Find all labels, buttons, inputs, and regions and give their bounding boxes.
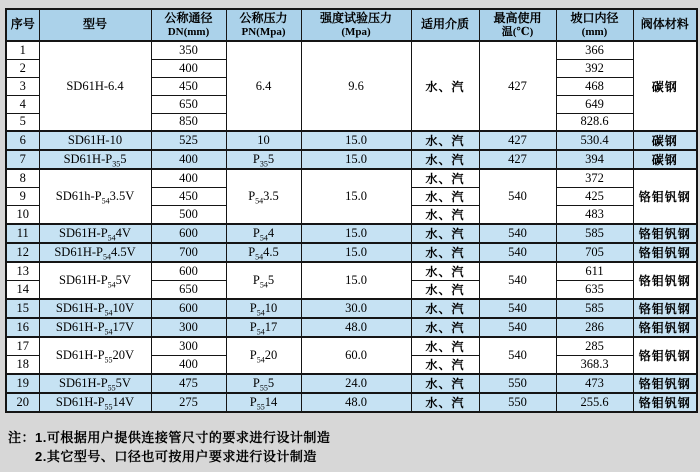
cell-medium: 水、汽: [411, 243, 479, 262]
footnote-prefix: 注：: [8, 430, 36, 445]
footnote-line-2: [8, 447, 330, 466]
cell-bore: 530.4: [556, 131, 633, 150]
table-row: [6, 318, 697, 337]
table-row: [6, 337, 697, 356]
cell-serial: 3: [6, 77, 39, 95]
cell-medium: 水、汽: [411, 169, 479, 188]
cell-temp: 427: [479, 131, 556, 150]
cell-serial: 9: [6, 188, 39, 206]
cell-dn: 600: [151, 299, 226, 318]
cell-medium: 水、汽: [411, 224, 479, 243]
cell-medium: 水、汽: [411, 356, 479, 375]
header-cell: [151, 9, 226, 41]
cell-test-pressure: 15.0: [301, 262, 411, 299]
cell-serial: 14: [6, 281, 39, 300]
table-header: [6, 9, 697, 41]
cell-medium: 水、汽: [411, 188, 479, 206]
cell-bore: 394: [556, 150, 633, 169]
header-label: 序号: [10, 17, 35, 32]
cell-bore: 585: [556, 224, 633, 243]
cell-model: SD61H-6.4: [39, 41, 151, 131]
valve-spec-table: [5, 8, 698, 413]
cell-pn: $P_{35}5$: [226, 150, 301, 169]
cell-medium: 水、汽: [411, 281, 479, 300]
cell-serial: 1: [6, 41, 39, 59]
cell-serial: 4: [6, 95, 39, 113]
header-label: 强度试验压力: [319, 10, 392, 25]
footnote-line-1: [8, 428, 330, 447]
cell-medium: 水、汽: [411, 41, 479, 131]
cell-test-pressure: 15.0: [301, 224, 411, 243]
cell-pn: $P_{54}4.5$: [226, 243, 301, 262]
cell-temp: 427: [479, 150, 556, 169]
table-row: [6, 169, 697, 188]
cell-model: $SD61h-P_{54}3.5V$: [39, 169, 151, 224]
header-cell: [39, 9, 151, 41]
table-body: [6, 41, 697, 412]
cell-material: 铬钼钒钢: [633, 169, 697, 224]
cell-bore: 368.3: [556, 356, 633, 375]
cell-dn: 450: [151, 77, 226, 95]
footnotes: [8, 428, 330, 466]
cell-model: $SD61H-P_{54}17V$: [39, 318, 151, 337]
table-row: [6, 224, 697, 243]
cell-dn: 400: [151, 150, 226, 169]
cell-dn: 475: [151, 374, 226, 393]
cell-bore: 286: [556, 318, 633, 337]
cell-bore: 585: [556, 299, 633, 318]
cell-bore: 473: [556, 374, 633, 393]
cell-temp: 540: [479, 243, 556, 262]
cell-dn: 350: [151, 41, 226, 59]
header-label: 适用介质: [420, 17, 469, 32]
cell-serial: 15: [6, 299, 39, 318]
table-row: [6, 299, 697, 318]
cell-dn: 275: [151, 393, 226, 412]
cell-pn: $P_{54}20$: [226, 337, 301, 374]
cell-temp: 550: [479, 374, 556, 393]
cell-medium: 水、汽: [411, 393, 479, 412]
header-sublabel: 温(℃): [501, 25, 534, 38]
cell-material: 铬钼钒钢: [633, 374, 697, 393]
cell-dn: 300: [151, 318, 226, 337]
table-row: [6, 150, 697, 169]
cell-material: 碳钢: [633, 41, 697, 131]
cell-serial: 19: [6, 374, 39, 393]
cell-temp: 540: [479, 224, 556, 243]
table-row: [6, 131, 697, 150]
cell-bore: 649: [556, 95, 633, 113]
cell-medium: 水、汽: [411, 262, 479, 281]
cell-serial: 11: [6, 224, 39, 243]
cell-serial: 6: [6, 131, 39, 150]
header-sublabel: DN(mm): [167, 25, 210, 38]
cell-model: $SD61H-P_{54}4.5V$: [39, 243, 151, 262]
header-label: 最高使用: [493, 10, 542, 25]
cell-bore: 255.6: [556, 393, 633, 412]
cell-dn: 650: [151, 281, 226, 300]
cell-test-pressure: 30.0: [301, 299, 411, 318]
cell-medium: 水、汽: [411, 318, 479, 337]
cell-bore: 468: [556, 77, 633, 95]
cell-temp: 540: [479, 299, 556, 318]
table-row: [6, 393, 697, 412]
cell-dn: 650: [151, 95, 226, 113]
cell-dn: 450: [151, 188, 226, 206]
cell-bore: 425: [556, 188, 633, 206]
header-cell: [411, 9, 479, 41]
table-row: [6, 262, 697, 281]
cell-medium: 水、汽: [411, 131, 479, 150]
header-cell: [301, 9, 411, 41]
header-label: 型号: [82, 17, 107, 32]
cell-model: $SD61H-P_{54}10V$: [39, 299, 151, 318]
cell-test-pressure: 15.0: [301, 131, 411, 150]
cell-dn: 525: [151, 131, 226, 150]
cell-material: 铬钼钒钢: [633, 243, 697, 262]
cell-test-pressure: 24.0: [301, 374, 411, 393]
cell-test-pressure: 15.0: [301, 150, 411, 169]
cell-model: $SD61H-P_{54}4V$: [39, 224, 151, 243]
header-cell: [633, 9, 697, 41]
cell-serial: 13: [6, 262, 39, 281]
cell-medium: 水、汽: [411, 337, 479, 356]
cell-dn: 400: [151, 59, 226, 77]
cell-test-pressure: 15.0: [301, 243, 411, 262]
header-row: [6, 9, 697, 41]
cell-serial: 8: [6, 169, 39, 188]
cell-test-pressure: 15.0: [301, 169, 411, 224]
cell-material: 铬钼钒钢: [633, 337, 697, 374]
header-cell: [556, 9, 633, 41]
cell-medium: 水、汽: [411, 206, 479, 225]
cell-medium: 水、汽: [411, 374, 479, 393]
cell-pn: 10: [226, 131, 301, 150]
valve-spec-table-wrap: [5, 8, 698, 413]
cell-temp: 540: [479, 262, 556, 299]
cell-serial: 16: [6, 318, 39, 337]
cell-serial: 5: [6, 113, 39, 131]
cell-dn: 400: [151, 169, 226, 188]
table-row: [6, 374, 697, 393]
cell-bore: 635: [556, 281, 633, 300]
cell-dn: 500: [151, 206, 226, 225]
cell-material: 铬钼钒钢: [633, 224, 697, 243]
cell-serial: 17: [6, 337, 39, 356]
cell-bore: 392: [556, 59, 633, 77]
cell-dn: 700: [151, 243, 226, 262]
cell-material: 铬钼钒钢: [633, 318, 697, 337]
cell-bore: 366: [556, 41, 633, 59]
cell-pn: $P_{54}17$: [226, 318, 301, 337]
footnote-text-2: 2.其它型号、口径也可按用户要求进行设计制造: [35, 449, 317, 464]
cell-pn: $P_{54}10$: [226, 299, 301, 318]
cell-test-pressure: 48.0: [301, 393, 411, 412]
cell-serial: 7: [6, 150, 39, 169]
cell-serial: 12: [6, 243, 39, 262]
header-label: 公称通径: [164, 10, 213, 25]
cell-material: 铬钼钒钢: [633, 299, 697, 318]
header-label: 坡口内径: [570, 10, 619, 25]
cell-temp: 550: [479, 393, 556, 412]
header-cell: [6, 9, 39, 41]
footnote-text-1: 1.可根据用户提供连接管尺寸的要求进行设计制造: [35, 430, 331, 445]
cell-temp: 540: [479, 169, 556, 224]
cell-serial: 2: [6, 59, 39, 77]
cell-pn: $P_{54}3.5$: [226, 169, 301, 224]
cell-material: 铬钼钒钢: [633, 393, 697, 412]
cell-model: $SD61H-P_{55}20V$: [39, 337, 151, 374]
cell-pn: $P_{54}4$: [226, 224, 301, 243]
header-sublabel: (mm): [581, 25, 608, 38]
header-label: 阀体材料: [640, 17, 689, 32]
cell-model: $SD61H-P_{54}5V$: [39, 262, 151, 299]
cell-test-pressure: 9.6: [301, 41, 411, 131]
cell-temp: 540: [479, 318, 556, 337]
cell-pn: 6.4: [226, 41, 301, 131]
cell-serial: 20: [6, 393, 39, 412]
cell-test-pressure: 60.0: [301, 337, 411, 374]
cell-bore: 285: [556, 337, 633, 356]
cell-medium: 水、汽: [411, 299, 479, 318]
header-cell: [479, 9, 556, 41]
cell-bore: 705: [556, 243, 633, 262]
header-sublabel: (Mpa): [341, 25, 371, 38]
cell-pn: $P_{55}5$: [226, 374, 301, 393]
cell-material: 碳钢: [633, 150, 697, 169]
cell-serial: 18: [6, 356, 39, 375]
cell-dn: 400: [151, 356, 226, 375]
cell-dn: 600: [151, 224, 226, 243]
cell-model: $SD61H-P_{55}5V$: [39, 374, 151, 393]
header-label: 公称压力: [239, 10, 288, 25]
header-sublabel: PN(Mpa): [241, 25, 286, 38]
cell-temp: 540: [479, 337, 556, 374]
cell-model: $SD61H-P_{35}5$: [39, 150, 151, 169]
cell-dn: 300: [151, 337, 226, 356]
cell-pn: $P_{54}5$: [226, 262, 301, 299]
table-row: [6, 41, 697, 59]
cell-serial: 10: [6, 206, 39, 225]
cell-bore: 611: [556, 262, 633, 281]
cell-bore: 372: [556, 169, 633, 188]
cell-test-pressure: 48.0: [301, 318, 411, 337]
cell-temp: 427: [479, 41, 556, 131]
header-cell: [226, 9, 301, 41]
cell-model: $SD61H-P_{55}14V$: [39, 393, 151, 412]
cell-material: 铬钼钒钢: [633, 262, 697, 299]
cell-dn: 850: [151, 113, 226, 131]
cell-model: SD61H-10: [39, 131, 151, 150]
table-row: [6, 243, 697, 262]
cell-pn: $P_{55}14$: [226, 393, 301, 412]
cell-medium: 水、汽: [411, 150, 479, 169]
cell-dn: 600: [151, 262, 226, 281]
cell-bore: 483: [556, 206, 633, 225]
cell-material: 碳钢: [633, 131, 697, 150]
cell-bore: 828.6: [556, 113, 633, 131]
